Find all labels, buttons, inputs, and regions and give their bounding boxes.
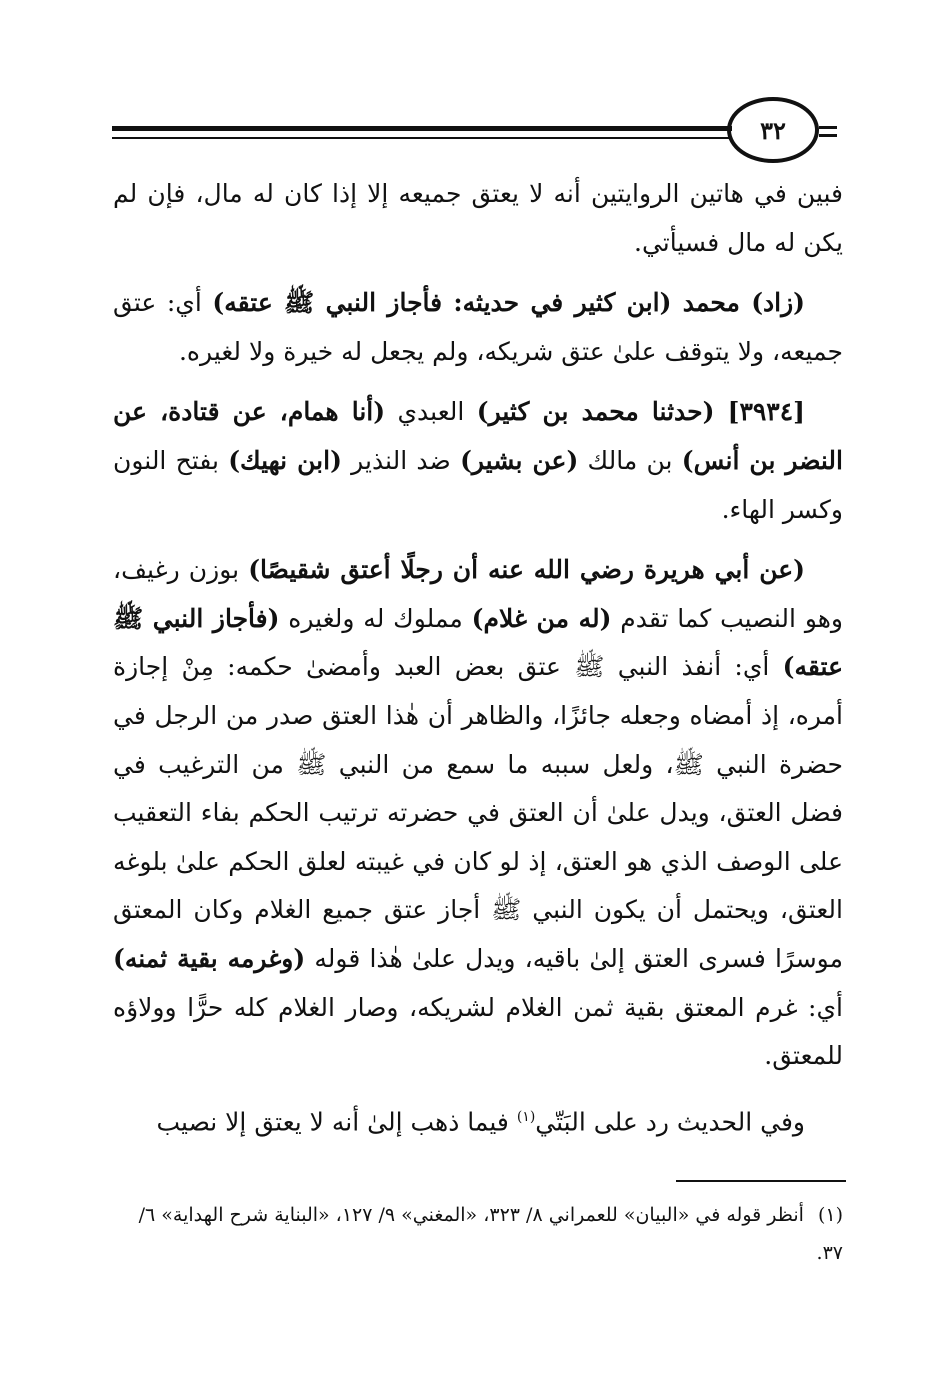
paragraph: فبين في هاتين الروايتين أنه لا يعتق جميعه إلا إذا كان له مال، فإن لم يكن له مال فسيأتي. [113,179,843,257]
footnote-rule [676,1180,846,1182]
header-rule-thick [112,126,732,131]
header-ornament-tail [819,134,837,137]
paragraph: وفي الحديث رد على البَتّي$^{(١)}$ فيما ذهب إلىٰ أنه لا يعتق إلا نصيب [156,1107,805,1137]
paragraph: (عن أبي هريرة رضي الله عنه أن رجلًا أعتق شقيصًا) بوزن رغيف، وهو النصيب كما تقدم (له من غلام) مملوك له ولغيره (فأجاز النبي ﷺ عتقه) أي: أنفذ النبي ﷺ عتق بعض العبد وأمضىٰ حكمه: مِنْ إجازة أمره، إذ أمضاه وجعله جائزًا، والظاهر أن هٰذا العتق صدر من الرجل في حضرة النبي ﷺ، ولعل سببه ما سمع من النبي ﷺ من الترغيب في فضل العتق، ويدل علىٰ أن العتق في حضرته ترتيب الحكم بفاء التعقيب على الوصف الذي هو العتق، إذ لو كان في غيبته لعلق الحكم علىٰ بلوغه العتق، ويحتمل أن يكون النبي ﷺ أجاز عتق جميع الغلام وكان المعتق موسرًا فسرى العتق إلىٰ باقيه، ويدل علىٰ هٰذا قوله (وغرمه بقية ثمنه) أي: غرم المعتق بقية ثمن الغلام لشريكه، وصار الغلام كله حرًّا وولاؤه للمعتق. [113,555,844,1071]
footnote-reference: (١) [516,1108,536,1125]
paragraph: (زاد) محمد (ابن كثير في حديثه: فأجاز النبي ﷺ عتقه) أي: عتق جميعه، ولا يتوقف علىٰ عتق شريكه، ولم يجعل له خيرة ولا لغيره. [113,288,843,366]
page-number-badge [727,97,819,163]
hadith-paragraph: [٣٩٣٤] (حدثنا محمد بن كثير) العبدي (أنا همام، عن قتادة، عن النضر بن أنس) بن مالك (عن بشير) ضد النذير (ابن نهيك) بفتح النون وكسر الهاء. [113,397,843,524]
main-text [113,170,843,1159]
footnote-text: أنظر قوله في «البيان» للعمراني ٨/ ٣٢٣، «المغني» ٩/ ١٢٧، «البناية شرح الهداية» ٦/ ٣٧. [138,1204,843,1264]
footnote [113,1196,843,1272]
footnote-marker: (١) [817,1204,843,1226]
page-header [0,0,951,180]
header-ornament-tail [819,126,837,129]
header-rule-thin [112,137,732,139]
page-number: ٣٢ [760,115,786,145]
